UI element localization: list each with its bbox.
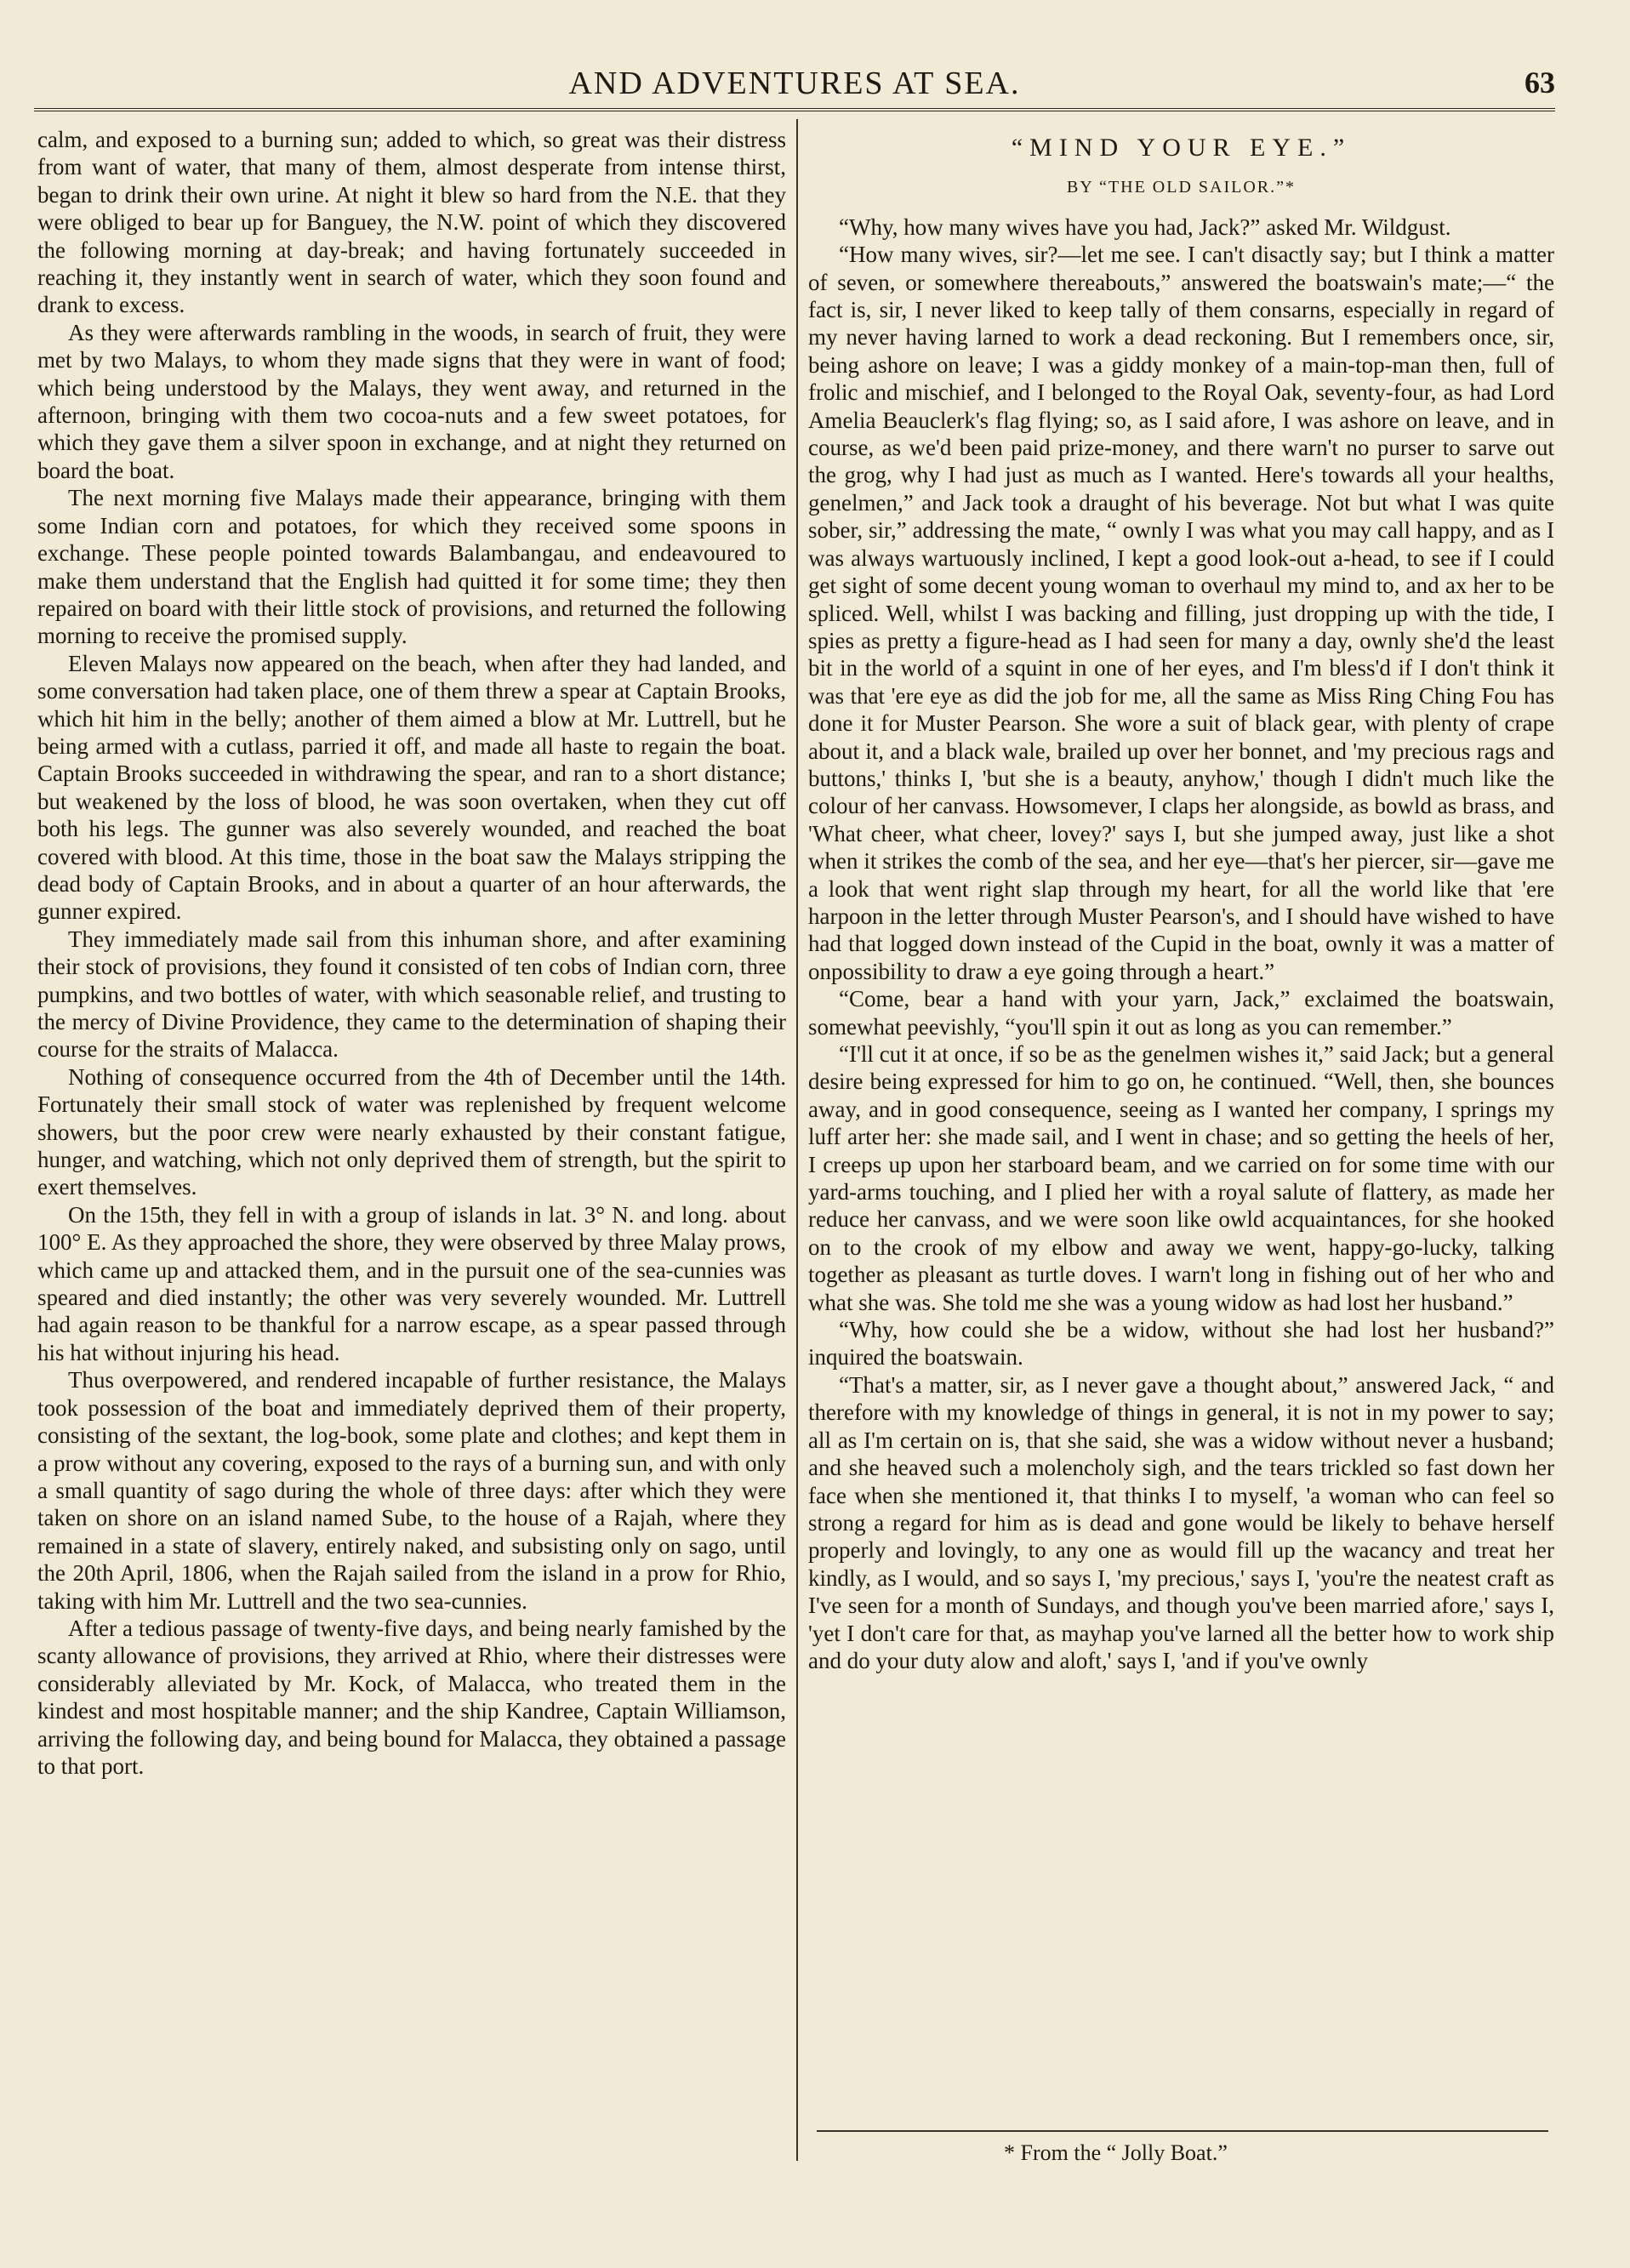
- footnote-rule: [817, 2130, 1548, 2132]
- paragraph: “Why, how many wives have you had, Jack?” asked Mr. Wildgust.: [839, 214, 1451, 240]
- page-header: [34, 56, 1555, 107]
- paragraph: “Why, how could she be a widow, without she had lost her husband?” inquired the boatswain.: [808, 1317, 1554, 1370]
- article-byline: BY “THE OLD SAILOR.”*: [1066, 178, 1296, 197]
- article-title: “MIND YOUR EYE.”: [1011, 134, 1352, 162]
- paragraph: Thus overpowered, and rendered incapable of further resistance, the Malays took possession of the boat and immediately deprived them of their property, consisting of the sextant, the log-book, some plate and clothes; and kept them in a prow without any covering, exposed to the rays of a burning sun, and with only a small quantity of sago during the whole of three days: after which they were taken on shore on an island named Sube, to the house of a Rajah, where they remained in a state of slavery, entirely naked, and subsisting only on sago, until the 20th April, 1806, when the Rajah sailed from the island in a prow for Rhio, taking with him Mr. Luttrell and the two sea-cunnies.: [37, 1367, 786, 1614]
- running-title: AND ADVENTURES AT SEA.: [568, 66, 1021, 101]
- paragraph: “I'll cut it at once, if so be as the genelmen wishes it,” said Jack; but a general desire being expressed for him to go on, he continued. “Well, then, she bounces away, and in good consequence, seeing as I wanted her company, I springs my luff arter her: she made sail, and I went in chase; and so getting the heels of her, I creeps up upon her starboard beam, and we carried on for some time with our yard-arms touching, and I plied her with a royal salute of flattery, as made her reduce her canvass, and we were soon like owld acquaintances, for she hooked on to the crook of my elbow and away we went, happy-go-lucky, talking together as pleasant as turtle doves. I warn't long in fishing out of her who and what she was. She told me she was a young widow as had lost her husband.”: [808, 1041, 1554, 1315]
- right-column: [808, 126, 1554, 1674]
- paragraph: On the 15th, they fell in with a group of islands in lat. 3° N. and long. about 100° E. As they approached the shore, they were observed by three Malay prows, which came up and attacked them, and in the pursuit one of the sea-cunnies was speared and died instantly; the other was very severely wounded. Mr. Luttrell had again reason to be thankful for a narrow escape, as a spear passed through his hat without injuring his head.: [37, 1201, 786, 1365]
- paragraph: The next morning five Malays made their appearance, bringing with them some Indian corn and potatoes, for which they received some spoons in exchange. These people pointed towards Balambangau, and endeavoured to make them understand that the English had quitted it for some time; they then repaired on board with their little stock of provisions, and returned the following morning to receive the promised supply.: [37, 485, 786, 649]
- page-number: 63: [1525, 66, 1555, 100]
- header-rule: [34, 108, 1555, 111]
- paragraph: “That's a matter, sir, as I never gave a thought about,” answered Jack, “ and therefore with my knowledge of things in general, it is not in my power to say; all as I'm certain on is, that she said, she was a widow without never a husband; and she heaved such a molencholy sigh, and the tears trickled so fast down her face when she mentioned it, that thinks I to myself, 'a woman who can feel so strong a regard for him as is dead and gone would be likely to behave herself properly and lovingly, to any one as would fill up the wacancy and treat her kindly, as I would, and so says I, 'my precious,' says I, 'you're the neatest craft as I've seen for a month of Sundays, and though you've been married afore,' says I, 'yet I don't care for that, as mayhap you've larned all the better how to work ship and do your duty alow and aloft,' says I, 'and if you've ownly: [808, 1371, 1554, 1673]
- paragraph: calm, and exposed to a burning sun; added to which, so great was their distress from want of water, that many of them, almost desperate from intense thirst, began to drink their own urine. At night it blew so hard from the N.E. that they were obliged to bear up for Banguey, the N.W. point of which they discovered the following morning at day-break; and having fortunately succeeded in reaching it, they instantly went in search of water, which they soon found and drank to excess.: [37, 127, 786, 318]
- left-column: [37, 126, 786, 1780]
- footnote: * From the “ Jolly Boat.”: [1004, 2140, 1228, 2165]
- paragraph: “How many wives, sir?—let me see. I can't disactly say; but I think a matter of seven, or somewhere thereabouts,” answered the boatswain's mate;—“ the fact is, sir, I never liked to keep tally of them consarns, especially in regard of my never having larned to work a dead reckoning. But I remembers once, sir, being ashore on leave; I was a giddy monkey of a main-top-man then, full of frolic and mischief, and I belonged to the Royal Oak, seventy-four, as had Lord Amelia Beauclerk's flag flying; so, as I said afore, I was ashore on leave, and in course, as we'd been paid prize-money, and there warn't no purser to sarve out the grog, why I had just as much as I wanted. Here's towards all your healths, genelmen,” and Jack took a draught of his beverage. Not but what I was quite sober, sir,” addressing the mate, “ ownly I was what you may call happy, and as I was always wartuously inclined, I kept a good look-out a-head, to see if I could get sight of some decent young woman to overhaul my mind to, and ax her to be spliced. Well, whilst I was backing and filling, just dropping up with the tide, I spies as pretty a figure-head as I had seen for many a day, ownly she'd the least bit in the world of a squint in one of her eyes, and I'm bless'd if I don't think it was that 'ere eye as did the job for me, all the same as Miss Ring Ching Fou has done it for Muster Pearson. She wore a suit of black gear, with plenty of crape about it, and a black wale, brailed up over her bonnet, and 'my precious rags and buttons,' thinks I, 'but she is a beauty, anyhow,' though I didn't much like the colour of her canvass. Howsomever, I claps her alongside, as bowld as brass, and 'What cheer, what cheer, lovey?' says I, but she jumped away, just like a shot when it strikes the comb of the sea, and her eye—that's her piercer, sir—gave me a look that went right slap through my heart, for all the world like that 'ere harpoon in the letter through Muster Pearson's, and I should have wished to have had that logged down instead of the Cupid in the boat, ownly it was a matter of onpossibility to draw a eye going through a heart.”: [808, 242, 1554, 984]
- paragraph: “Come, bear a hand with your yarn, Jack,” exclaimed the boatswain, somewhat peevishly, “you'll spin it out as long as you can remember.”: [808, 986, 1554, 1040]
- column-divider: [796, 119, 798, 2161]
- paragraph: Nothing of consequence occurred from the 4th of December until the 14th. Fortunately their small stock of water was replenished by frequent welcome showers, but the poor crew were nearly exhausted by their constant fatigue, hunger, and watching, which not only deprived them of strength, but the spirit to exert themselves.: [37, 1063, 786, 1200]
- paragraph: Eleven Malays now appeared on the beach, when after they had landed, and some conversation had taken place, one of them threw a spear at Captain Brooks, which hit him in the belly; another of them aimed a blow at Mr. Luttrell, but he being armed with a cutlass, parried it off, and made all haste to regain the boat. Captain Brooks succeeded in withdrawing the spear, and ran to a short distance; but weakened by the loss of blood, he was soon overtaken, when they cut off both his legs. The gunner was also severely wounded, and reached the boat covered with blood. At this time, those in the boat saw the Malays stripping the dead body of Captain Brooks, and in about a quarter of an hour afterwards, the gunner expired.: [37, 650, 786, 925]
- paragraph: After a tedious passage of twenty-five days, and being nearly famished by the scanty allowance of provisions, they arrived at Rhio, where their distresses were considerably alleviated by Mr. Kock, of Malacca, who treated them in the kindest and most hospitable manner; and the ship Kandree, Captain Williamson, arriving the following day, and being bound for Malacca, they obtained a passage to that port.: [37, 1615, 786, 1779]
- paragraph: As they were afterwards rambling in the woods, in search of fruit, they were met by two Malays, to whom they made signs that they were in want of food; which being understood by the Malays, they went away, and returned in the afternoon, bringing with them two cocoa-nuts and a few sweet potatoes, for which they gave them a silver spoon in exchange, and at night they returned on board the boat.: [37, 319, 786, 483]
- paragraph: They immediately made sail from this inhuman shore, and after examining their stock of provisions, they found it consisted of ten cobs of Indian corn, three pumpkins, and two bottles of water, with which seasonable relief, and trusting to the mercy of Divine Providence, they came to the determination of shaping their course for the straits of Malacca.: [37, 926, 786, 1063]
